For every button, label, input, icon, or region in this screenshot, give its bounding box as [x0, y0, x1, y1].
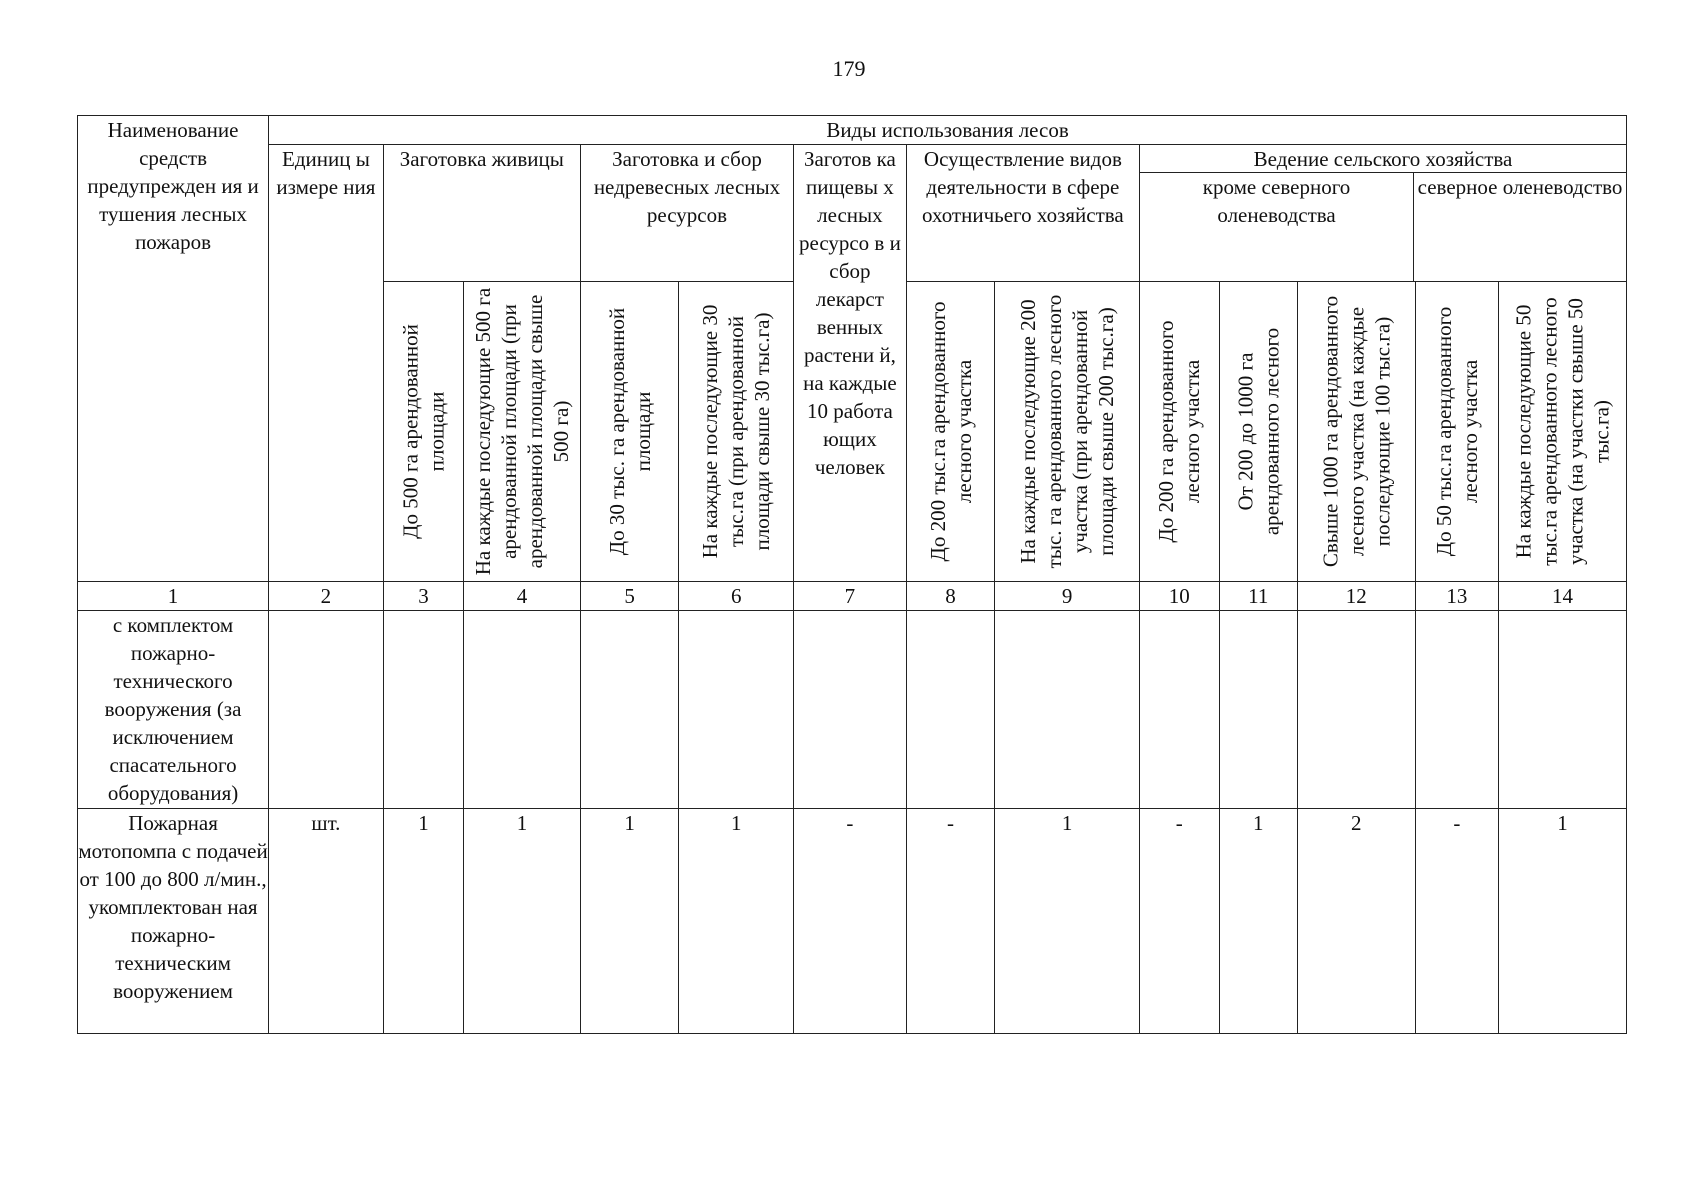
row-value: 1: [1219, 809, 1297, 1034]
subheader-col-6-label: На каждые последующие 30 тыс.га (при арендованной площади свыше 30 тыс.га): [698, 304, 775, 559]
header-unit-label: Единиц ы измере ния: [276, 147, 376, 199]
header-northern-label: северное оленеводство: [1417, 175, 1623, 199]
subheader-col-12: [1297, 282, 1415, 582]
header-northern-cell: [1414, 173, 1626, 281]
table-row: [78, 809, 1627, 1034]
row-value: [794, 611, 907, 809]
table-row: [78, 611, 1627, 809]
header-agriculture-sub: [1140, 173, 1626, 281]
row-value: -: [906, 809, 995, 1034]
column-number: 13: [1415, 582, 1498, 611]
column-number: 1: [78, 582, 269, 611]
column-number: 2: [269, 582, 384, 611]
row-value: 1: [995, 809, 1140, 1034]
row-value: 1: [679, 809, 794, 1034]
header-resin-label: Заготовка живицы: [399, 147, 564, 171]
row-value: [1140, 611, 1219, 809]
fire-equipment-table: [77, 115, 1627, 1034]
page-number: 179: [832, 56, 866, 81]
subheader-col-11-label: От 200 до 1000 га арендованного лесного: [1233, 327, 1284, 536]
header-hunting-label: Осуществление видов деятельности в сфере охотничьего хозяйства: [922, 147, 1124, 227]
column-number: 12: [1297, 582, 1415, 611]
header-nonwood-cell: [580, 145, 793, 282]
subheader-col-11: [1219, 282, 1297, 582]
row-value: -: [1140, 809, 1219, 1034]
row-value: шт.: [269, 809, 384, 1034]
row-value: -: [794, 809, 907, 1034]
row-name: с комплектом пожарно-технического вооружения (за исключением спасательного оборудования): [78, 611, 269, 809]
subheader-col-9-label: На каждые последующие 200 тыс. га арендованного лесного участка (при арендованной площади свыше 200 тыс.га): [1016, 294, 1119, 569]
row-value: [383, 611, 463, 809]
header-nonwood-label: Заготовка и сбор недревесных лесных ресурсов: [593, 147, 781, 227]
row-value: [1219, 611, 1297, 809]
column-number: 8: [906, 582, 995, 611]
subheader-col-9: [995, 282, 1140, 582]
header-food-label: Заготов ка пищевы х лесных ресурсо в и сбор лекарст венных растени й, на каждые 10 работа ющих человек: [798, 147, 901, 479]
row-name: Пожарная мотопомпа с подачей от 100 до 800 л/мин., укомплектован ная пожарно-техническим вооружением: [78, 809, 269, 1034]
column-number: 9: [995, 582, 1140, 611]
row-value: [1297, 611, 1415, 809]
header-agriculture-title-wrap: [1140, 145, 1626, 173]
header-name-cell: [78, 116, 269, 582]
subheader-col-14-label: На каждые последующие 50 тыс.га арендованного лесного участка (на участки свыше 50 тыс.га): [1511, 297, 1614, 566]
subheader-col-12-label: Свыше 1000 га арендованного лесного участка (на каждые последующие 100 тыс.га): [1318, 295, 1395, 568]
column-number: 14: [1499, 582, 1627, 611]
column-number: 6: [679, 582, 794, 611]
header-resin-cell: [383, 145, 580, 282]
column-number: 10: [1140, 582, 1219, 611]
row-value: 1: [464, 809, 581, 1034]
row-value: [269, 611, 384, 809]
header-hunting-cell: [906, 145, 1139, 282]
header-food-cell: [794, 145, 907, 582]
column-number-row: [78, 582, 1627, 611]
subheader-col-5: [580, 282, 679, 582]
subheader-col-13: [1415, 282, 1498, 582]
column-number: 11: [1219, 582, 1297, 611]
header-unit-cell: [269, 145, 384, 582]
subheader-col-3: [383, 282, 463, 582]
subheader-col-4-label: На каждые последующие 500 га арендованной площади (при арендованной площади свыше 500 га): [471, 287, 574, 576]
row-value: [1415, 611, 1498, 809]
subheader-col-13-label: До 50 тыс.га арендованного лесного участка: [1431, 306, 1482, 557]
subheader-col-8: [906, 282, 995, 582]
subheader-col-4: [464, 282, 581, 582]
header-non-northern-label: кроме северного оленеводства: [1202, 175, 1351, 227]
subheader-col-6: [679, 282, 794, 582]
subheader-col-3-label: До 500 га арендованной площади: [398, 324, 449, 539]
header-agriculture-cell: [1140, 145, 1627, 282]
subheader-col-10: [1140, 282, 1219, 582]
row-value: [464, 611, 581, 809]
column-number: 5: [580, 582, 679, 611]
header-non-northern-cell: [1140, 173, 1414, 281]
subheader-col-5-label: До 30 тыс. га арендованной площади: [604, 307, 655, 556]
column-number: 7: [794, 582, 907, 611]
row-value: [580, 611, 679, 809]
column-number: 4: [464, 582, 581, 611]
header-agriculture-label: Ведение сельского хозяйства: [1253, 147, 1513, 171]
header-name-label: Наименование средств предупрежден ия и тушения лесных пожаров: [87, 118, 259, 254]
row-value: 1: [383, 809, 463, 1034]
row-value: [906, 611, 995, 809]
row-value: 1: [1499, 809, 1627, 1034]
column-number: 3: [383, 582, 463, 611]
subheader-col-10-label: До 200 га арендованного лесного участка: [1154, 320, 1205, 543]
row-value: [679, 611, 794, 809]
header-types-of-use: [269, 116, 1627, 145]
subheader-col-14: [1499, 282, 1627, 582]
subheader-col-8-label: До 200 тыс.га арендованного лесного участка: [925, 301, 976, 562]
header-types-of-use-label: Виды использования лесов: [826, 118, 1069, 142]
row-value: 2: [1297, 809, 1415, 1034]
row-value: 1: [580, 809, 679, 1034]
row-value: [1499, 611, 1627, 809]
row-value: -: [1415, 809, 1498, 1034]
row-value: [995, 611, 1140, 809]
